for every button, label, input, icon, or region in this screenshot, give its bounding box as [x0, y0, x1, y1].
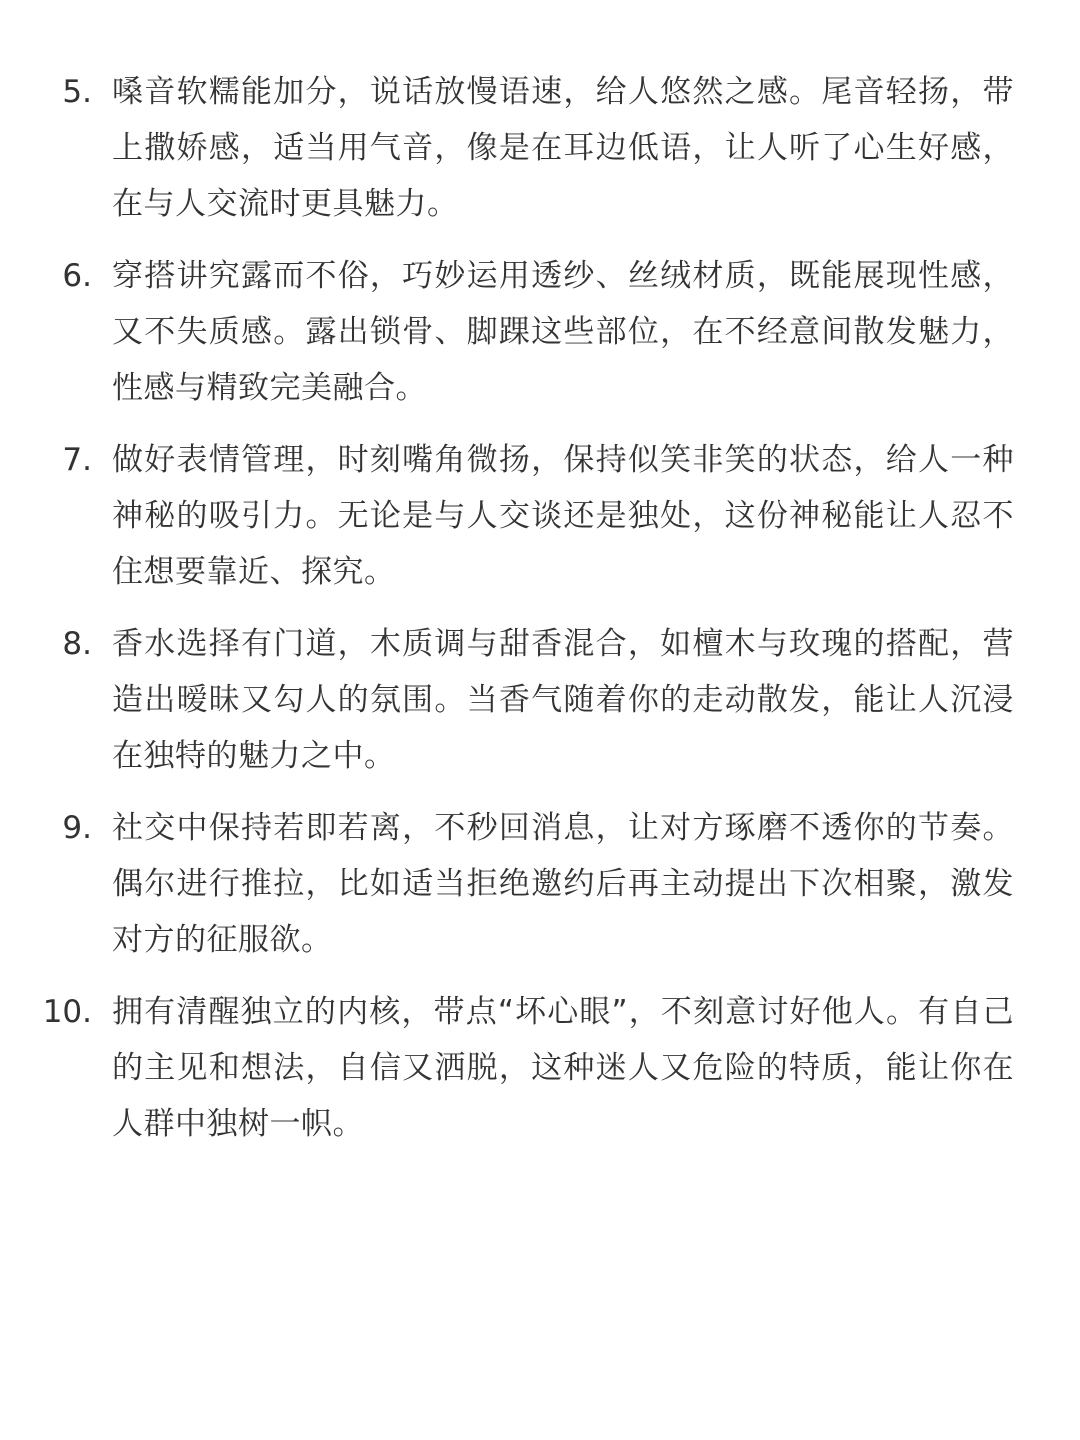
- list-text: 香水选择有门道，木质调与甜香混合，如檀木与玫瑰的搭配，营造出暧昧又勾人的氛围。当香气随着你的走动散发，能让人沉浸在独特的魅力之中。: [112, 626, 1014, 774]
- list-text: 嗓音软糯能加分，说话放慢语速，给人悠然之感。尾音轻扬，带上撒娇感，适当用气音，像是在耳边低语，让人听了心生好感，在与人交流时更具魅力。: [112, 74, 1014, 222]
- list-item-9: [0, 800, 1080, 968]
- list-text: 拥有清醒独立的内核，带点“坏心眼”，不刻意讨好他人。有自己的主见和想法，自信又洒脱，这种迷人又危险的特质，能让你在人群中独树一帜。: [112, 994, 1014, 1142]
- list-text: 穿搭讲究露而不俗，巧妙运用透纱、丝绒材质，既能展现性感，又不失质感。露出锁骨、脚踝这些部位，在不经意间散发魅力，性感与精致完美融合。: [112, 258, 1014, 406]
- document-page: [0, 64, 1080, 1168]
- tips-list: [0, 64, 1080, 1152]
- list-text: 做好表情管理，时刻嘴角微扬，保持似笑非笑的状态，给人一种神秘的吸引力。无论是与人交谈还是独处，这份神秘能让人忍不住想要靠近、探究。: [112, 442, 1014, 590]
- list-number: 5.: [62, 74, 92, 110]
- list-number: 8.: [62, 626, 92, 662]
- list-number: 10.: [42, 994, 92, 1030]
- list-number: 6.: [62, 258, 92, 294]
- list-number: 9.: [62, 810, 92, 846]
- list-item-8: [0, 616, 1080, 784]
- list-item-10: [0, 984, 1080, 1152]
- list-item-7: [0, 432, 1080, 600]
- list-number: 7.: [62, 442, 92, 478]
- list-item-6: [0, 248, 1080, 416]
- list-item-5: [0, 64, 1080, 232]
- list-text: 社交中保持若即若离，不秒回消息，让对方琢磨不透你的节奏。偶尔进行推拉，比如适当拒绝邀约后再主动提出下次相聚，激发对方的征服欲。: [112, 810, 1014, 958]
